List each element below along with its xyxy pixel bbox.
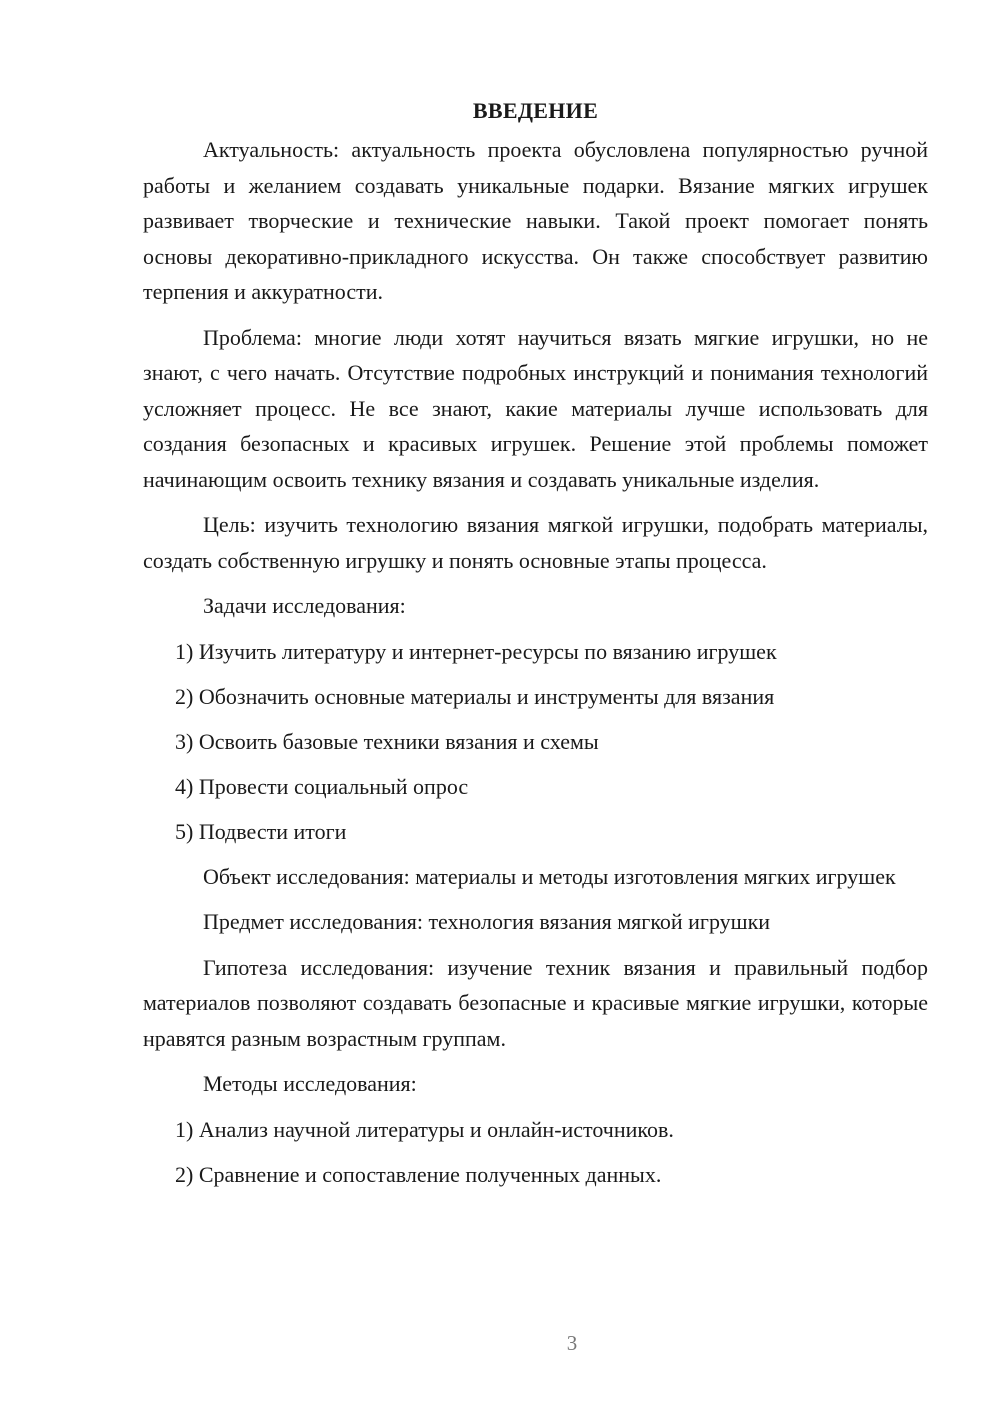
paragraph-goal: Цель: изучить технологию вязания мягкой игрушки, подобрать материалы, создать собственную игрушку и понять основные этапы процесса. <box>143 512 928 573</box>
paragraph-relevance: Актуальность: актуальность проекта обусловлена популярностью ручной работы и желанием создавать уникальные подарки. Вязание мягких игрушек развивает творческие и технические навыки. Такой проект помогает понять основы декоративно-прикладного искусства. Он также способствует развитию терпения и аккуратности. <box>143 137 928 304</box>
tasks-heading: Задачи исследования: <box>203 593 406 618</box>
tasks-list <box>143 634 928 850</box>
list-item: 4) Провести социальный опрос <box>175 773 469 799</box>
paragraph-hypothesis: Гипотеза исследования: изучение техник вязания и правильный подбор материалов позволяют создавать безопасные и красивые мягкие игрушки, которые нравятся разным возрастным группам. <box>143 954 928 1051</box>
methods-list <box>143 1112 928 1193</box>
list-item: 5) Подвести итоги <box>175 818 347 844</box>
list-item: 1) Изучить литературу и интернет-ресурсы по вязанию игрушек <box>175 638 777 664</box>
methods-heading: Методы исследования: <box>203 1071 417 1096</box>
list-item: 3) Освоить базовые техники вязания и схемы <box>175 728 599 754</box>
list-item: 2) Обозначить основные материалы и инструменты для вязания <box>175 683 775 709</box>
page-number: 3 <box>566 1331 578 1355</box>
paragraph-object: Объект исследования: материалы и методы изготовления мягких игрушек <box>203 863 896 889</box>
list-item: 1) Анализ научной литературы и онлайн-источников. <box>175 1116 674 1142</box>
list-item: 2) Сравнение и сопоставление полученных данных. <box>175 1161 662 1187</box>
page-title: ВВЕДЕНИЕ <box>472 98 599 123</box>
document-page <box>143 96 928 1202</box>
paragraph-problem: Проблема: многие люди хотят научиться вязать мягкие игрушки, но не знают, с чего начать. Отсутствие подробных инструкций и понимания технологий усложняет процесс. Не все знают, какие материалы лучше использовать для создания безопасных и красивых игрушек. Решение этой проблемы поможет начинающим освоить технику вязания и создавать уникальные изделия. <box>143 324 928 492</box>
paragraph-subject: Предмет исследования: технология вязания мягкой игрушки <box>203 909 771 934</box>
